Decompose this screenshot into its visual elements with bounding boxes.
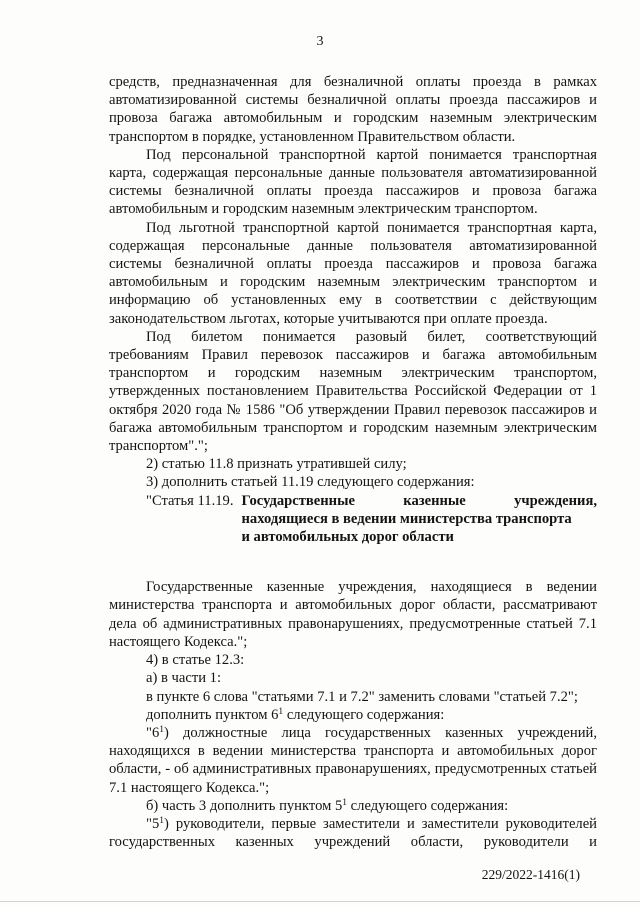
superscript: 1	[278, 706, 284, 717]
text-segment: "6	[146, 724, 160, 741]
page-number: 3	[316, 34, 324, 49]
item-3: 3) дополнить статьей 11.19 следующего содержания:	[146, 474, 475, 491]
scan-edge-line	[0, 901, 640, 902]
text-segment: ) должностные лица государственных казенных учреждений, находящихся в ведении министерства транспорта и автомобильных дорог области, - об административных правонарушениях, предусмотренных статьей 7.1 настоящего Кодекса.";	[109, 724, 597, 796]
article-title-line-1: Государственные казенные учреждения,	[241, 492, 597, 509]
paragraph-point-6-1	[109, 724, 597, 797]
paragraph-point-6: в пункте 6 слова "статьями 7.1 и 7.2" заменить словами "статьей 7.2";	[146, 688, 578, 705]
document-code: 229/2022-1416(1)	[481, 867, 580, 882]
item-4a: а) в части 1:	[146, 670, 222, 687]
paragraph-personal-card: Под персональной транспортной картой понимается транспортная карта, содержащая персональные данные пользователя автоматизированной системы безналичной оплаты проезда пассажиров и провоза багажа автомобильным и городским наземным электрическим транспортом.	[109, 146, 597, 218]
text-segment: "5	[146, 815, 160, 832]
paragraph-part-3	[109, 797, 597, 815]
item-4: 4) в статье 12.3:	[146, 652, 245, 669]
item-2: 2) статью 11.8 признать утратившей силу;	[146, 456, 407, 473]
article-title-line-2: находящиеся в ведении министерства транспорта	[241, 510, 572, 527]
article-title	[234, 492, 598, 547]
document-body	[109, 73, 597, 851]
superscript: 1	[159, 724, 165, 735]
article-heading	[109, 492, 597, 547]
text-segment: дополнить пунктом 6	[146, 706, 279, 723]
text-segment: ) руководители, первые заместители и заместители руководителей государственных казенных учреждений области, руководители и	[109, 815, 597, 851]
superscript: 1	[159, 815, 165, 826]
text-segment: б) часть 3 дополнить пунктом 5	[146, 797, 343, 814]
paragraph-article-text: Государственные казенные учреждения, находящиеся в ведении министерства транспорта и автомобильных дорог области, рассматривают дела об административных правонарушениях, предусмотренные статьей 7.1 настоящего Кодекса.";	[109, 579, 597, 650]
spacer	[109, 546, 597, 578]
paragraph-point-5-1	[109, 815, 597, 851]
article-title-line-3: и автомобильных дорог области	[241, 529, 454, 546]
paragraph-add-point-6-1	[109, 706, 597, 724]
text-segment: следующего содержания:	[283, 706, 445, 723]
text-segment: следующего содержания:	[347, 797, 509, 814]
paragraph-benefit-card: Под льготной транспортной картой понимается транспортная карта, содержащая персональные данные пользователя автоматизированной системы безналичной оплаты проезда пассажиров и провоза багажа автомобильным и городским наземным электрическим транспортом и информацию об установленных ему в соответствии с действующим законодательством льготах, которые учитываются при оплате проезда.	[109, 219, 597, 327]
article-label: "Статья 11.19.	[146, 492, 234, 509]
superscript: 1	[342, 797, 348, 808]
paragraph-ticket: Под билетом понимается разовый билет, соответствующий требованиям Правил перевозок пассажиров и багажа автомобильным транспортом и городским наземным электрическим транспортом, утвержденных постановлением Правительства Российской Федерации от 1 октября 2020 года № 1586 "Об утверждении Правил перевозок пассажиров и багажа автомобильным транспортом и городским наземным электрическим транспортом".";	[109, 328, 597, 455]
paragraph-card-definition-end: средств, предназначенная для безналичной оплаты проезда в рамках автоматизированной системы безналичной оплаты проезда пассажиров и провоза багажа автомобильным и городским наземным электрическим транспортом в порядке, установленном Правительством области.	[109, 74, 597, 145]
